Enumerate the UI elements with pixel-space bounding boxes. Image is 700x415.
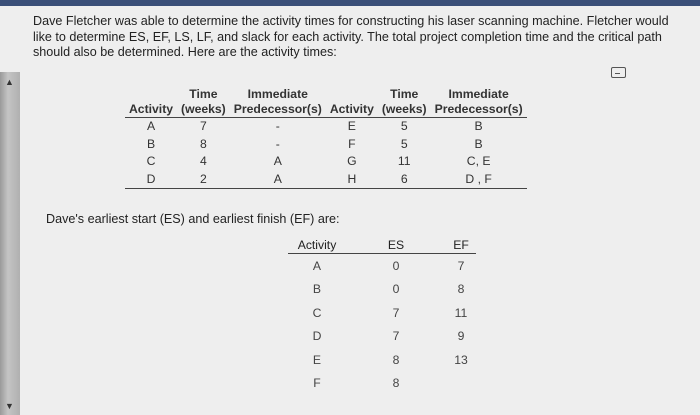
table-cell: 5 [400, 119, 408, 133]
table-cell: - [275, 119, 280, 133]
table-cell: D [125, 171, 177, 189]
table-cell: B [312, 282, 322, 297]
column-header: Activity [326, 102, 378, 118]
table-cell: 0 [392, 282, 400, 297]
column-header: Predecessor(s) [230, 102, 326, 118]
table-cell: 2 [177, 171, 230, 189]
photo-icon[interactable] [611, 67, 626, 78]
scroll-up-arrow-icon[interactable]: ▲ [5, 77, 14, 87]
table-cell: 11 [397, 154, 411, 168]
table-cell: G [347, 154, 357, 168]
table-cell: 8 [392, 352, 400, 367]
table-cell: C [146, 154, 156, 168]
table-cell: 9 [457, 329, 465, 344]
es-ef-table [288, 238, 476, 395]
table-cell: 8 [200, 136, 207, 151]
table-cell: 8 [457, 282, 465, 297]
table-cell: E [312, 352, 322, 367]
column-header: Immediate [247, 87, 308, 101]
table-cell: B [474, 119, 483, 133]
table-row [288, 254, 476, 278]
table-row [288, 301, 476, 325]
table-cell: 4 [200, 154, 207, 168]
column-header [326, 87, 378, 102]
table-cell: 13 [454, 352, 468, 367]
table-cell: E [347, 119, 356, 133]
table-cell: 7 [457, 258, 465, 273]
table-cell: 7 [392, 329, 400, 344]
activity-times-table [125, 87, 527, 189]
es-ef-intro: Dave's earliest start (ES) and earliest finish (EF) are: [46, 212, 340, 226]
problem-statement [33, 14, 700, 61]
column-header: Predecessor(s) [431, 102, 527, 118]
table-cell: - [275, 136, 280, 151]
column-header: Time [189, 87, 218, 101]
column-header: (weeks) [177, 102, 230, 118]
scroll-down-arrow-icon[interactable]: ▼ [5, 401, 14, 411]
table-cell: A [312, 258, 322, 273]
table-header-row [125, 102, 527, 118]
table-cell: 5 [400, 136, 408, 151]
table-cell: 8 [392, 376, 400, 391]
table-cell: 6 [378, 171, 431, 189]
column-header: Time [390, 87, 419, 101]
table-cell: D [312, 329, 322, 344]
problem-line: should also be determined. Here are the activity times: [33, 45, 337, 59]
table-header-row [288, 238, 476, 254]
sidebar-scrollbar[interactable] [0, 72, 20, 415]
table-cell: H [326, 171, 378, 189]
table-cell: A [146, 119, 156, 133]
column-header: EF [446, 238, 476, 254]
table-row [125, 153, 527, 171]
table-row [288, 372, 476, 396]
problem-line: like to determine ES, EF, LS, LF, and slack for each activity. The total project completion time and the critical path [33, 29, 662, 44]
table-cell [446, 372, 476, 396]
column-header: (weeks) [378, 102, 431, 118]
table-cell: C, E [466, 154, 491, 168]
top-bar [0, 0, 700, 6]
table-cell: D , F [431, 171, 527, 189]
column-header: Activity [288, 238, 346, 254]
table-header-row [125, 87, 527, 102]
table-row [125, 136, 527, 154]
problem-line: Dave Fletcher was able to determine the activity times for constructing his laser scanning machine. Fletcher would [33, 14, 669, 28]
column-header: Activity [125, 102, 177, 118]
table-cell: B [146, 136, 156, 151]
table-cell: F [348, 136, 356, 151]
table-cell: 11 [454, 305, 468, 320]
table-cell: C [312, 305, 322, 320]
table-cell: F [313, 376, 321, 391]
table-cell: 7 [200, 119, 207, 133]
column-header: ES [346, 238, 446, 254]
table-row [125, 118, 527, 136]
table-cell: 7 [392, 305, 400, 320]
table-cell: A [273, 154, 282, 168]
table-row [288, 348, 476, 372]
table-row [288, 278, 476, 302]
table-row [288, 325, 476, 349]
table-cell: 0 [392, 258, 400, 273]
table-cell: A [230, 171, 326, 189]
column-header [125, 87, 177, 102]
column-header: Immediate [448, 87, 509, 101]
table-row [125, 171, 527, 189]
table-cell: B [474, 136, 483, 151]
